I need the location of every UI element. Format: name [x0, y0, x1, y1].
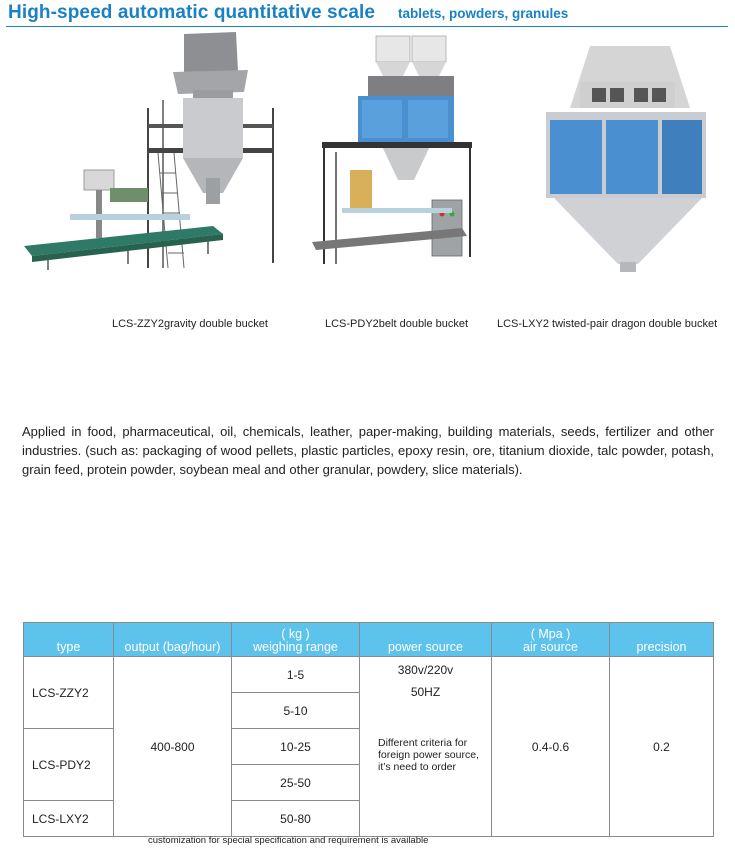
machine-image-twisted-pair	[540, 38, 715, 278]
header-type: type	[24, 623, 114, 657]
range-cell: 25-50	[232, 765, 360, 801]
power-frequency: 50HZ	[410, 685, 441, 699]
caption-gravity: LCS-ZZY2gravity double bucket	[112, 318, 268, 330]
air-cell: 0.4-0.6	[492, 657, 610, 837]
page-subtitle: tablets, powders, granules	[398, 6, 569, 21]
type-cell: LCS-LXY2	[24, 801, 114, 837]
header-air-source: ( Mpa ) air source	[492, 623, 610, 657]
output-cell: 400-800	[114, 657, 232, 837]
caption-belt: LCS-PDY2belt double bucket	[325, 318, 469, 330]
range-cell: 1-5	[232, 657, 360, 693]
page-header	[6, 2, 728, 26]
precision-cell: 0.2	[610, 657, 714, 837]
page-title: High-speed automatic quantitative scale	[8, 2, 376, 23]
header-rule	[6, 26, 728, 27]
range-cell: 50-80	[232, 801, 360, 837]
application-description: Applied in food, pharmaceutical, oil, chemicals, leather, paper-making, building materials, seeds, fertilizer and other industries. (such as: packaging of wood pellets, plastic particles, epoxy resin, ore, titanium dioxide, talc powder, potash, grain feed, protein powder, soybean meal and other granular, powdery, slice materials).	[22, 424, 714, 477]
header-output: output (bag/hour)	[114, 623, 232, 657]
range-cell: 10-25	[232, 729, 360, 765]
caption-twisted-pair: LCS-LXY2 twisted-pair dragon double bucket	[497, 318, 718, 330]
type-cell: LCS-ZZY2	[24, 657, 114, 729]
header-precision: precision	[610, 623, 714, 657]
power-voltage: 380v/220v	[397, 663, 454, 677]
machine-image-belt	[302, 32, 480, 270]
machine-image-gravity	[18, 28, 288, 273]
customization-footnote: customization for special specification and requirement is available	[148, 835, 429, 846]
header-power-source: power source	[360, 623, 492, 657]
table-header-row	[24, 623, 714, 657]
type-cell: LCS-PDY2	[24, 729, 114, 801]
power-note: Different criteria for foreign power source, it’s need to order	[378, 737, 479, 773]
header-weighing-range: ( kg ) weighing range	[232, 623, 360, 657]
power-cell	[360, 657, 492, 837]
table-row	[24, 657, 714, 693]
spec-table	[23, 622, 714, 837]
range-cell: 5-10	[232, 693, 360, 729]
